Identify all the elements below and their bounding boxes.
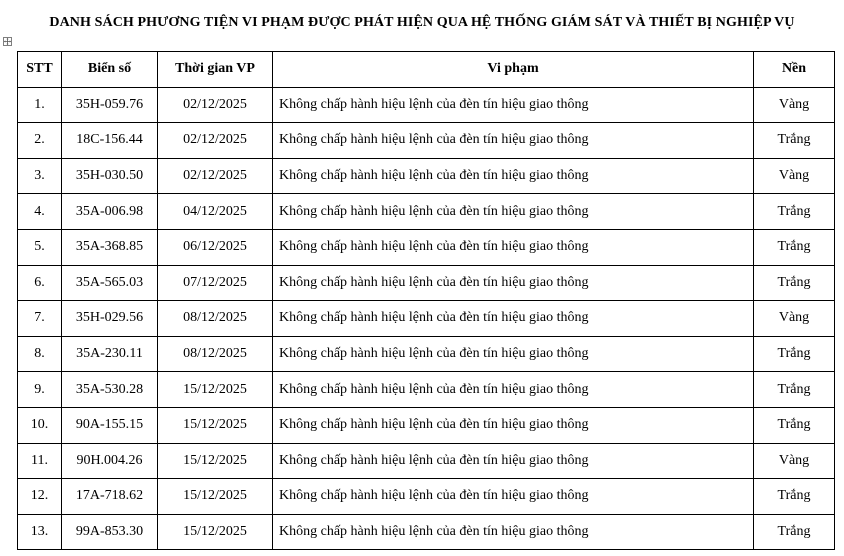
header-row bbox=[18, 52, 835, 88]
cell-time: 15/12/2025 bbox=[158, 514, 273, 550]
cell-time: 02/12/2025 bbox=[158, 123, 273, 159]
cell-stt: 2. bbox=[18, 123, 62, 159]
cell-background: Trắng bbox=[754, 123, 835, 159]
cell-plate: 35A-230.11 bbox=[62, 336, 158, 372]
table-row bbox=[18, 265, 835, 301]
cell-plate: 35A-530.28 bbox=[62, 372, 158, 408]
document-title: DANH SÁCH PHƯƠNG TIỆN VI PHẠM ĐƯỢC PHÁT HIỆN QUA HỆ THỐNG GIÁM SÁT VÀ THIẾT BỊ NGHIỆP VỤ bbox=[49, 15, 795, 30]
table-row bbox=[18, 194, 835, 230]
cell-plate: 18C-156.44 bbox=[62, 123, 158, 159]
cell-stt: 7. bbox=[18, 301, 62, 337]
cell-background: Vàng bbox=[754, 158, 835, 194]
cell-background: Trắng bbox=[754, 479, 835, 515]
cell-violation: Không chấp hành hiệu lệnh của đèn tín hiệu giao thông bbox=[273, 229, 754, 265]
cell-violation: Không chấp hành hiệu lệnh của đèn tín hiệu giao thông bbox=[273, 194, 754, 230]
table-row bbox=[18, 87, 835, 123]
cell-violation: Không chấp hành hiệu lệnh của đèn tín hiệu giao thông bbox=[273, 336, 754, 372]
cell-time: 08/12/2025 bbox=[158, 301, 273, 337]
table-row bbox=[18, 443, 835, 479]
cell-plate: 35A-565.03 bbox=[62, 265, 158, 301]
cell-violation: Không chấp hành hiệu lệnh của đèn tín hiệu giao thông bbox=[273, 123, 754, 159]
table-row bbox=[18, 229, 835, 265]
cell-time: 02/12/2025 bbox=[158, 87, 273, 123]
table-row bbox=[18, 479, 835, 515]
cell-plate: 90A-155.15 bbox=[62, 407, 158, 443]
cell-stt: 8. bbox=[18, 336, 62, 372]
cell-time: 15/12/2025 bbox=[158, 479, 273, 515]
cell-violation: Không chấp hành hiệu lệnh của đèn tín hiệu giao thông bbox=[273, 87, 754, 123]
cell-background: Vàng bbox=[754, 443, 835, 479]
table-row bbox=[18, 407, 835, 443]
cell-stt: 6. bbox=[18, 265, 62, 301]
cell-stt: 1. bbox=[18, 87, 62, 123]
cell-time: 15/12/2025 bbox=[158, 372, 273, 408]
cell-plate: 17A-718.62 bbox=[62, 479, 158, 515]
table-row bbox=[18, 158, 835, 194]
table-row bbox=[18, 336, 835, 372]
cell-time: 08/12/2025 bbox=[158, 336, 273, 372]
cell-stt: 11. bbox=[18, 443, 62, 479]
cell-time: 07/12/2025 bbox=[158, 265, 273, 301]
cell-background: Trắng bbox=[754, 372, 835, 408]
cell-violation: Không chấp hành hiệu lệnh của đèn tín hiệu giao thông bbox=[273, 301, 754, 337]
cell-background: Trắng bbox=[754, 514, 835, 550]
cell-stt: 13. bbox=[18, 514, 62, 550]
table-header bbox=[18, 52, 835, 88]
cell-background: Trắng bbox=[754, 229, 835, 265]
cell-plate: 90H.004.26 bbox=[62, 443, 158, 479]
cell-background: Trắng bbox=[754, 194, 835, 230]
violations-table bbox=[17, 51, 835, 550]
cell-stt: 12. bbox=[18, 479, 62, 515]
cell-stt: 10. bbox=[18, 407, 62, 443]
header-stt: STT bbox=[18, 52, 62, 88]
cell-time: 15/12/2025 bbox=[158, 407, 273, 443]
cell-time: 06/12/2025 bbox=[158, 229, 273, 265]
cell-background: Trắng bbox=[754, 265, 835, 301]
cell-stt: 5. bbox=[18, 229, 62, 265]
table-row bbox=[18, 514, 835, 550]
cell-background: Trắng bbox=[754, 407, 835, 443]
table-row bbox=[18, 123, 835, 159]
cell-plate: 35A-006.98 bbox=[62, 194, 158, 230]
table-move-handle-icon[interactable] bbox=[3, 37, 12, 46]
cell-time: 04/12/2025 bbox=[158, 194, 273, 230]
cell-plate: 35H-029.56 bbox=[62, 301, 158, 337]
table-row bbox=[18, 301, 835, 337]
cell-plate: 35H-059.76 bbox=[62, 87, 158, 123]
cell-background: Vàng bbox=[754, 87, 835, 123]
table-body bbox=[18, 87, 835, 550]
cell-stt: 4. bbox=[18, 194, 62, 230]
cell-violation: Không chấp hành hiệu lệnh của đèn tín hiệu giao thông bbox=[273, 479, 754, 515]
cell-violation: Không chấp hành hiệu lệnh của đèn tín hiệu giao thông bbox=[273, 407, 754, 443]
cell-violation: Không chấp hành hiệu lệnh của đèn tín hiệu giao thông bbox=[273, 443, 754, 479]
cell-plate: 99A-853.30 bbox=[62, 514, 158, 550]
cell-stt: 9. bbox=[18, 372, 62, 408]
cell-violation: Không chấp hành hiệu lệnh của đèn tín hiệu giao thông bbox=[273, 265, 754, 301]
cell-violation: Không chấp hành hiệu lệnh của đèn tín hiệu giao thông bbox=[273, 372, 754, 408]
header-time: Thời gian VP bbox=[158, 52, 273, 88]
table-row bbox=[18, 372, 835, 408]
cell-time: 15/12/2025 bbox=[158, 443, 273, 479]
cell-time: 02/12/2025 bbox=[158, 158, 273, 194]
header-violation: Vi phạm bbox=[273, 52, 754, 88]
header-plate: Biển số bbox=[62, 52, 158, 88]
move-arrows-icon bbox=[4, 38, 11, 45]
cell-plate: 35H-030.50 bbox=[62, 158, 158, 194]
cell-stt: 3. bbox=[18, 158, 62, 194]
cell-background: Trắng bbox=[754, 336, 835, 372]
header-background: Nền bbox=[754, 52, 835, 88]
cell-violation: Không chấp hành hiệu lệnh của đèn tín hiệu giao thông bbox=[273, 514, 754, 550]
cell-violation: Không chấp hành hiệu lệnh của đèn tín hiệu giao thông bbox=[273, 158, 754, 194]
cell-background: Vàng bbox=[754, 301, 835, 337]
cell-plate: 35A-368.85 bbox=[62, 229, 158, 265]
